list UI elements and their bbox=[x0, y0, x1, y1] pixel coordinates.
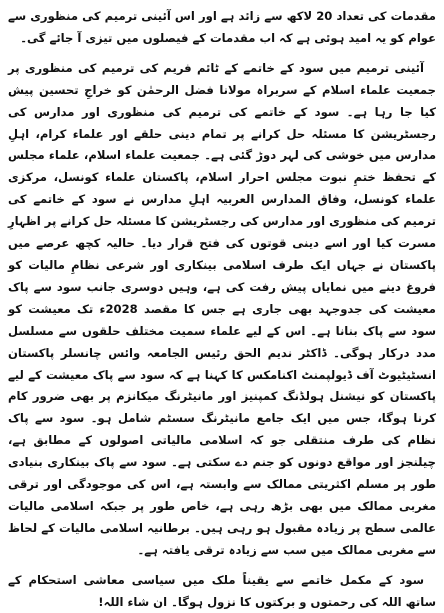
article-paragraph-intro: مقدمات کی تعداد 20 لاکھ سے زائد ہے اور اس آئینی ترمیم کی منظوری سے عوام کو یہ امید ہوئی ہے کہ اب مقدمات کے فیصلوں میں تیزی آ جائے گی۔ bbox=[8, 9, 436, 45]
article-paragraph-closing: سود کے مکمل خاتمے سے یقیناً ملک میں سیاسی معاشی استحکام کے ساتھ اللہ کی رحمتوں و برکتوں کا نزول ہوگا۔ ان شاء اللہ! bbox=[8, 572, 436, 609]
article-paragraph-body: آئینی ترمیم میں سود کے خاتمے کے ٹائم فریم کی ترمیم کی منظوری پر جمعیت علماء اسلام کے سربراہ مولانا فضل الرحمٰن کو خراجِ تحسین پیش کیا جا رہا ہے۔ سود کے خاتمے کی ترمیم کی منظوری اور مدارس کی رجسٹریشن کا مسئلہ حل کرانے پر تمام دینی حلقے اور علماء کرام، اہلِ مدارس میں خوشی کی لہر دوڑ گئی ہے۔ جمعیت علماء اسلام، علماء مجلس کے تحفظ ختمِ نبوت مجلس احرار اسلام، پاکستان علماء کونسل، مرکزی علماء کونسل، وفاق المدارس العربیہ اہلِ مدارس نے سود کے خاتمے کی ترمیم کی منظوری اور مدارس کی رجسٹریشن کا مسئلہ حل کرانے پر اظہارِ مسرت کیا اور اسے دینی قوتوں کی فتح قرار دیا۔ حالیہ کچھ عرصے میں پاکستان نے جہاں ایک طرف اسلامی بینکاری اور شرعی نظامِ مالیات کو فروغ دینے میں نمایاں پیش رفت کی ہے، وہیں دوسری جانب سود سے پاک معیشت کی جدوجہد بھی جاری ہے جس کا مقصد 2028ء تک معیشت کو سود سے پاک بنانا ہے۔ اس کے لیے علماء سمیت مختلف حلقوں سے مسلسل مدد درکار ہوگی۔ ڈاکٹر ندیم الحق رئیس الجامعہ وائس چانسلر پاکستان انسٹیٹیوٹ آف ڈیولپمنٹ اکنامکس کا کہنا ہے کہ سود سے پاک معیشت کے لیے پاکستان کو نیشنل ہولڈنگ کمپنیز اور مانیٹرنگ میکانزم پر بھی ضرور کام کرنا ہوگا، جس میں ایک جامع مانیٹرنگ سسٹم شامل ہو۔ سود سے پاک نظام کی طرف منتقلی جو کہ اسلامی مالیاتی اصولوں کے مطابق ہے، چیلنجز اور مواقع دونوں کو جنم دے سکتی ہے۔ سود سے پاک بینکاری بنیادی طور پر مسلم اکثریتی ممالک سے وابستہ ہے، اس کی موجودگی اور ترقی مغربی ممالک میں بھی بڑھ رہی ہے، خاص طور پر جبکہ اسلامی مالیات عالمی سطح پر زیادہ مقبول ہو رہی ہیں۔ برطانیہ اسلامی مالیات کے لحاظ سے مغربی ممالک میں سب سے زیادہ ترقی یافتہ ہے۔ bbox=[8, 60, 436, 557]
